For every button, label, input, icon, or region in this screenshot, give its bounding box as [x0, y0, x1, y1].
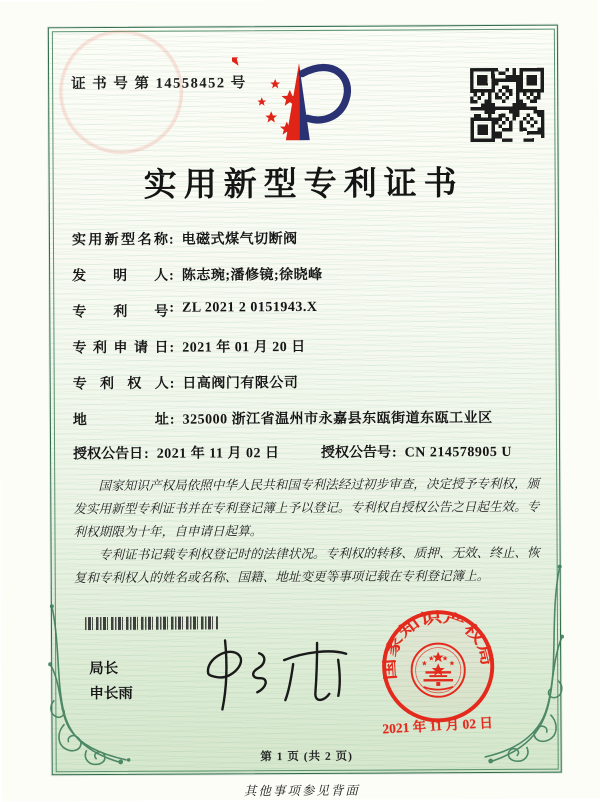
field-label: 地址	[72, 412, 169, 429]
qr-code-icon	[470, 68, 544, 142]
cnipa-patent-logo-icon	[232, 57, 369, 162]
footer-note: 其他事项参见背面	[243, 783, 360, 799]
legal-paragraph-1: 国家知识产权局依照中华人民共和国专利法经过初步审查，决定授予专利权，颁发实用新型专利证书并在专利登记簿上予以登记。专利权自授权公告之日起生效。专利权期限为十年，自申请日起算。	[73, 476, 540, 540]
corner-flourish-icon	[480, 565, 567, 770]
commissioner-title: 局长	[89, 660, 119, 678]
field-value: 325000 浙江省温州市永嘉县东瓯街道东瓯工业区	[182, 410, 493, 428]
legal-paragraph-2: 专利证书记载专利权登记时的法律状况。专利权的转移、质押、无效、终止、恢复和专利权人的姓名或名称、国籍、地址变更等事项记载在专利登记簿上。	[73, 545, 540, 586]
field-label: 实用新型名称	[71, 232, 168, 249]
seal-ring-text: 国家知识产权局	[381, 609, 494, 681]
field-address: 地址: 325000 浙江省温州市永嘉县东瓯街道东瓯工业区	[73, 407, 543, 431]
page-number: 第 1 页 (共 2 页)	[260, 750, 353, 764]
field-inventors: 发明人: 陈志琬;潘修镜;徐晓峰	[72, 263, 542, 287]
certificate-number: 证 书 号 第 14558452 号	[71, 75, 247, 93]
field-label: 专利号	[72, 304, 169, 321]
field-utility-model-name: 实用新型名称: 电磁式煤气切断阀	[72, 227, 542, 251]
grant-no-label: 授权公告号	[320, 445, 392, 461]
field-value: 电磁式煤气切断阀	[181, 232, 298, 248]
grant-date-label: 授权公告日	[73, 446, 144, 463]
grant-date-value: 2021 年 11 月 02 日	[156, 446, 280, 462]
commissioner-name: 申长雨	[89, 685, 133, 703]
field-value: 陈志琬;潘修镜;徐晓峰	[181, 267, 323, 284]
certificate-title: 实用新型专利证书	[143, 166, 464, 204]
field-label: 专利申请日	[72, 340, 169, 357]
certificate-frame	[48, 25, 562, 776]
field-patent-number: 专利号: ZL 2021 2 0151943.X	[72, 299, 318, 321]
field-value: ZL 2021 2 0151943.X	[181, 299, 318, 316]
field-label: 发明人	[72, 268, 169, 285]
field-application-date: 专利申请日: 2021 年 01 月 20 日	[72, 335, 542, 359]
seal-date: 2021 年 11 月 02 日	[381, 715, 494, 737]
legal-text	[73, 473, 540, 591]
field-label: 专利权人	[72, 376, 169, 393]
handwritten-signature	[192, 633, 362, 724]
field-value: 日高阀门有限公司	[182, 376, 299, 392]
field-grant-announcement: 授权公告日: 2021 年 11 月 02 日 授权公告号: CN 214578905 U	[73, 441, 543, 465]
grant-no-value: CN 214578905 U	[404, 444, 513, 461]
field-value: 2021 年 01 月 20 日	[182, 339, 306, 356]
corner-flourish-icon	[46, 604, 133, 772]
field-patentee: 专利权人: 日高阀门有限公司	[73, 371, 543, 395]
